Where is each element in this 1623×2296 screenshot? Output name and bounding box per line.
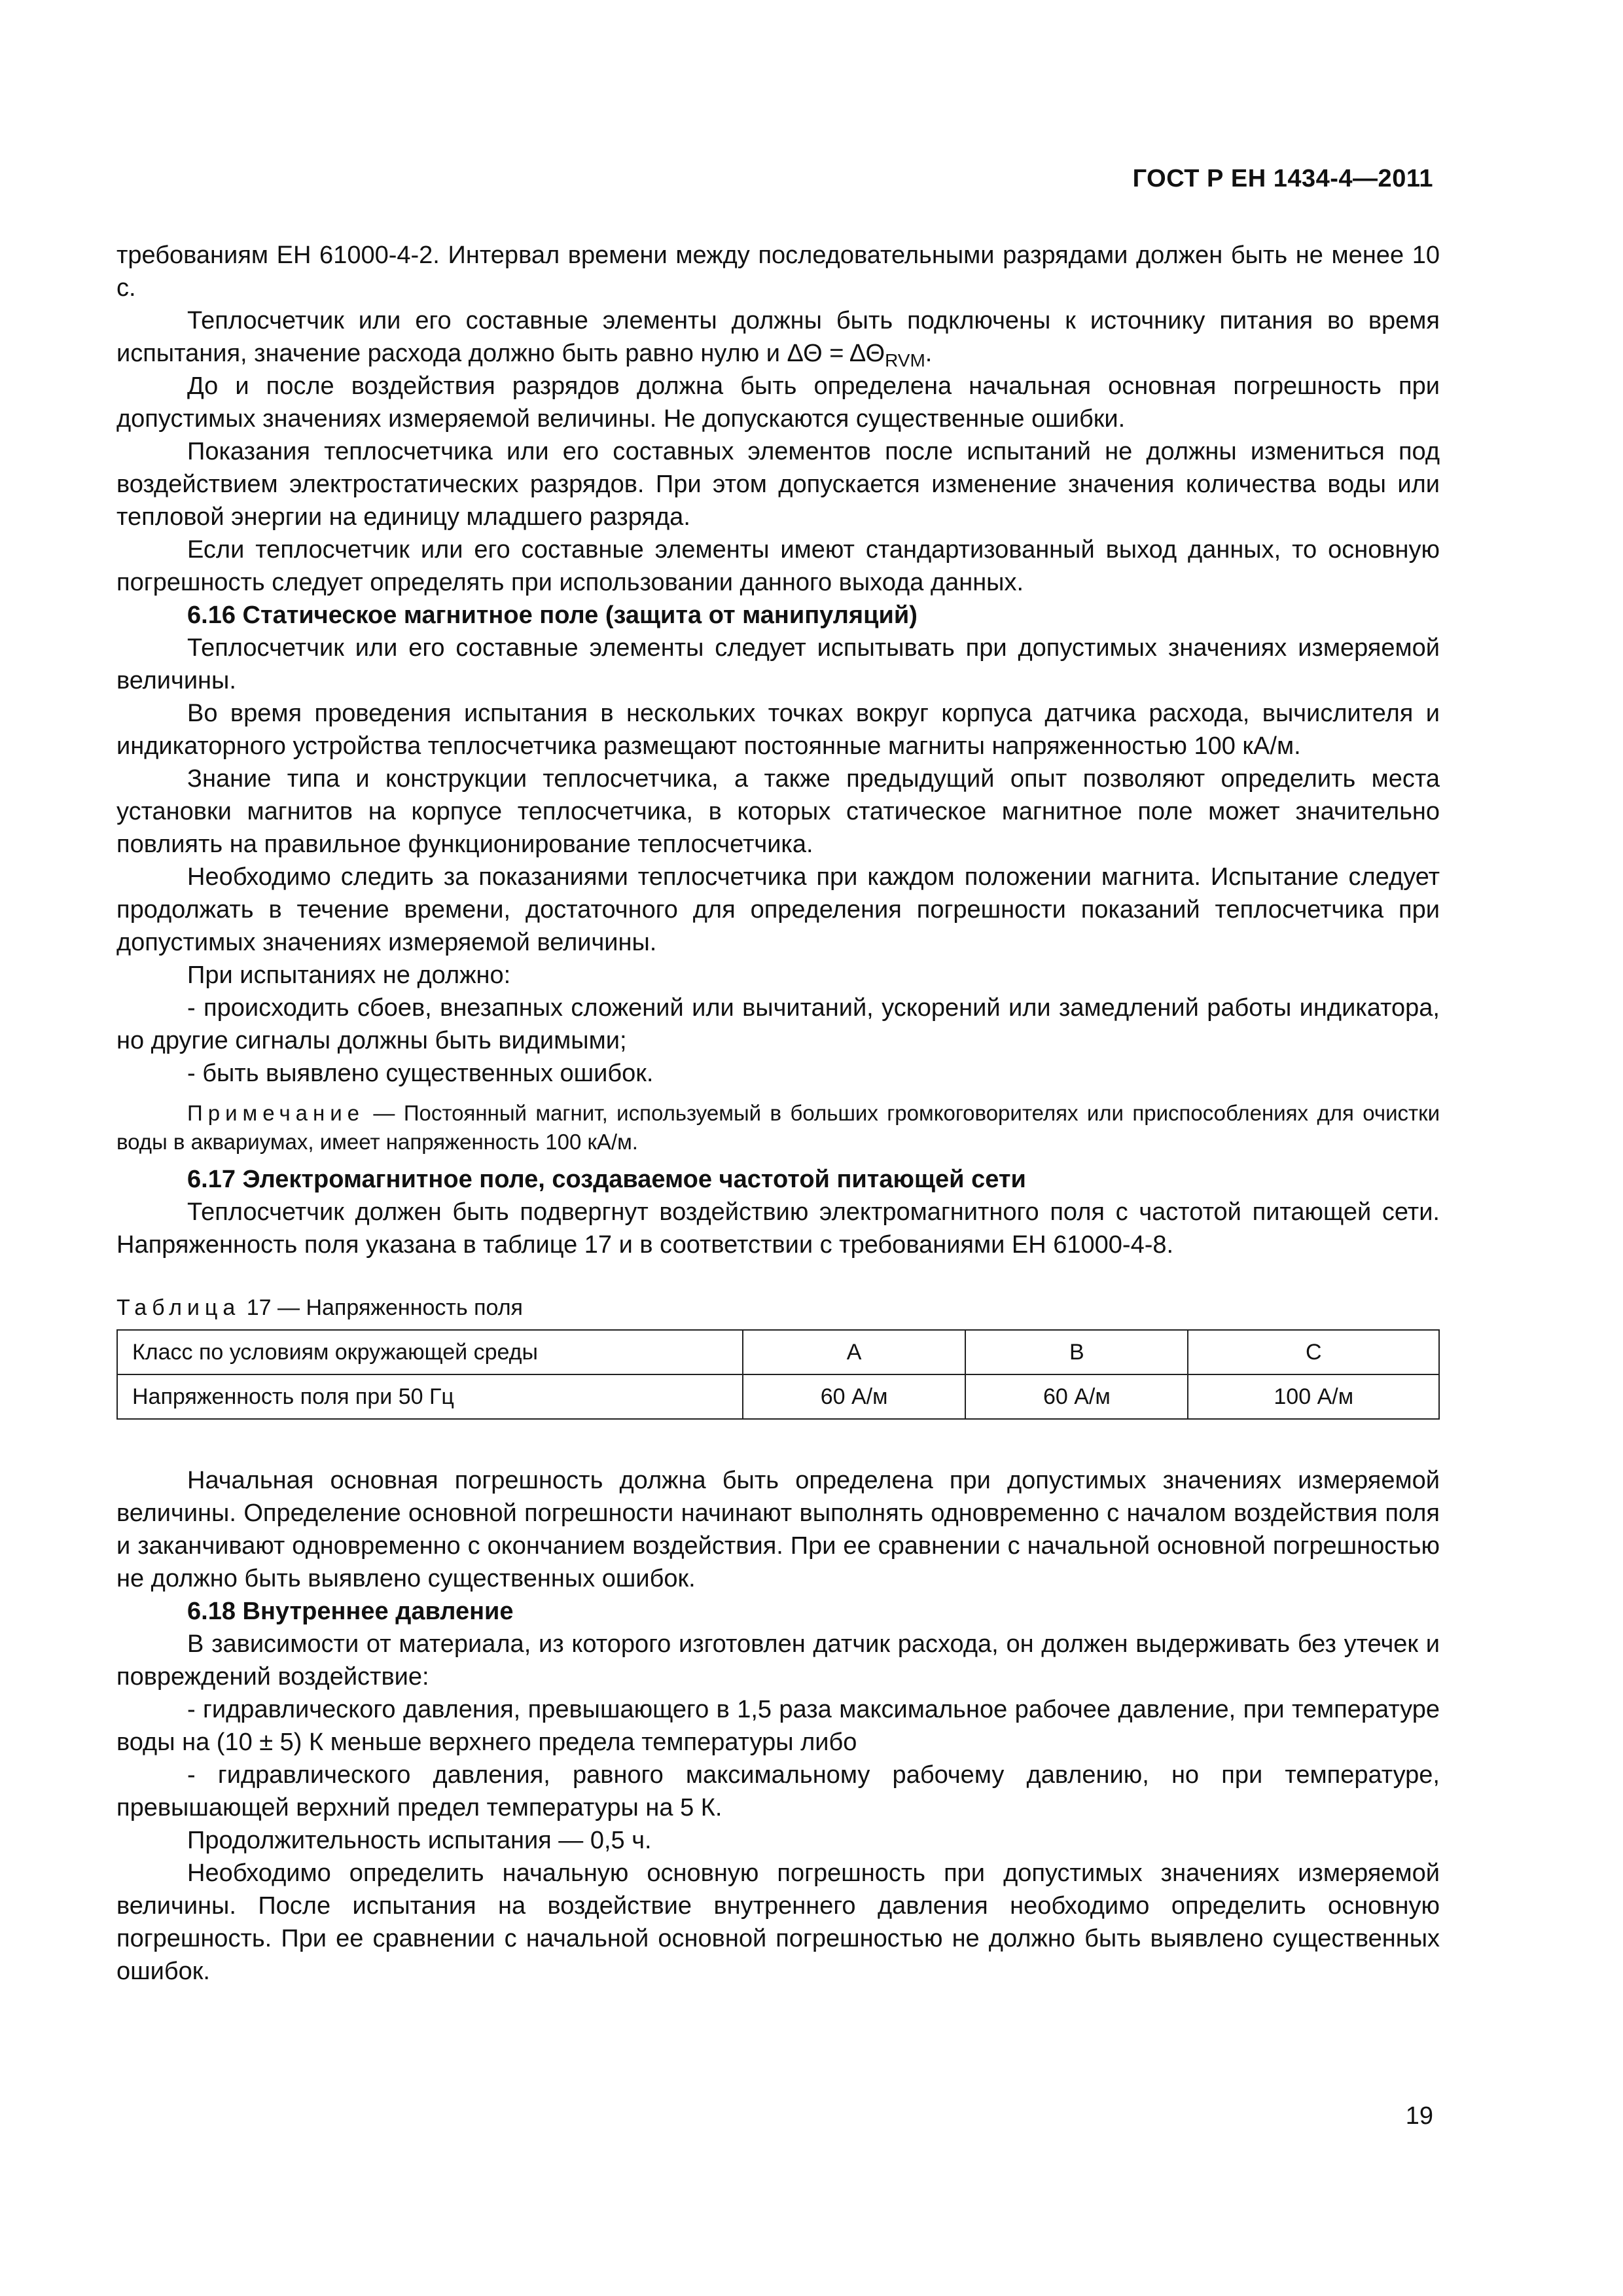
paragraph: Знание типа и конструкции теплосчетчика, а также предыдущий опыт позволяют определить места установки магнитов на корпусе теплосчетчика, в которых статическое магнитное поле может значительно повлиять на правильное функционирование теплосчетчика. [116,765,1440,858]
paragraph: Показания теплосчетчика или его составных элементов после испытаний не должны измениться под воздействием электростатических разрядов. При этом допускается изменение значения количества воды или тепловой энергии на единицу младшего разряда. [116,438,1440,531]
table-cell: C [1188,1330,1439,1374]
table-cell: B [965,1330,1188,1374]
paragraph: требованиям ЕН 61000-4-2. Интервал времени между последовательными разрядами должен быть не менее 10 с. [116,242,1440,302]
field-strength-table [116,1329,1440,1420]
paragraph: Теплосчетчик должен быть подвергнут воздействию электромагнитного поля с частотой питающей сети. Напряженность поля указана в таблице 17 и в соответствии с требованиями ЕН 61000-4-8. [116,1198,1440,1259]
list-item: - быть выявлено существенных ошибок. [187,1060,654,1087]
subscript: RVM [885,350,925,370]
table-cell: 60 А/м [965,1374,1188,1419]
note [116,1099,1440,1157]
paragraph: Необходимо определить начальную основную погрешность при допустимых значениях измеряемой величины. После испытания на воздействие внутреннего давления необходимо определить основную погрешность. При ее сравнении с начальной основной погрешностью не должно быть выявлено существенных ошибок. [116,1859,1440,1985]
table-cell: A [743,1330,965,1374]
paragraph: При испытаниях не должно: [187,961,511,989]
table-cell: Напряженность поля при 50 Гц [117,1374,743,1419]
table-caption-text: 17 — Напряженность поля [240,1295,523,1320]
table-caption [116,1293,1440,1323]
table-cell: 100 А/м [1188,1374,1439,1419]
page-number: 19 [1405,2102,1433,2130]
paragraph: В зависимости от материала, из которого изготовлен датчик расхода, он должен выдерживать без утечек и повреждений воздействие: [116,1630,1440,1691]
section-heading-6-16: 6.16 Статическое магнитное поле (защита от манипуляций) [187,601,918,629]
section-heading-6-17: 6.17 Электромагнитное поле, создаваемое частотой питающей сети [187,1166,1026,1193]
paragraph: Во время проведения испытания в нескольких точках вокруг корпуса датчика расхода, вычислителя и индикаторного устройства теплосчетчика размещают постоянные магниты напряженностью 100 кА/м. [116,700,1440,760]
table-caption-label: Таблица [116,1295,241,1320]
paragraph: До и после воздействия разрядов должна быть определена начальная основная погрешность при допустимых значениях измеряемой величины. Не допускаются существенные ошибки. [116,372,1440,433]
list-item: - гидравлического давления, превышающего в 1,5 раза максимальное рабочее давление, при температуре воды на (10 ± 5) К меньше верхнего предела температуры либо [116,1696,1440,1756]
list-item: - происходить сбоев, внезапных сложений или вычитаний, ускорений или замедлений работы индикатора, но другие сигналы должны быть видимыми; [116,994,1440,1054]
paragraph: Продолжительность испытания — 0,5 ч. [187,1827,652,1854]
paragraph: Необходимо следить за показаниями теплосчетчика при каждом положении магнита. Испытание следует продолжать в течение времени, достаточного для определения погрешности показаний теплосчетчика при допустимых значениях измеряемой величины. [116,863,1440,956]
list-item: - гидравлического давления, равного максимальному рабочему давлению, но при температуре, превышающей верхний предел температуры на 5 К. [116,1761,1440,1821]
section-heading-6-18: 6.18 Внутреннее давление [187,1598,514,1625]
note-text: — Постоянный магнит, используемый в больших громкоговорителях или приспособлениях для очистки воды в аквариумах, имеет напряженность 100 кА/м. [116,1101,1440,1154]
table-cell: 60 А/м [743,1374,965,1419]
table-row [117,1374,1439,1419]
paragraph: Если теплосчетчик или его составные элементы имеют стандартизованный выход данных, то основную погрешность следует определять при использовании данного выхода данных. [116,536,1440,596]
table-row [117,1330,1439,1374]
paragraph: Теплосчетчик или его составные элементы следует испытывать при допустимых значениях измеряемой величины. [116,634,1440,694]
note-label: Примечание [187,1101,365,1125]
paragraph [116,304,1440,370]
document-standard-code: ГОСТ Р ЕН 1434-4—2011 [1132,165,1433,192]
table-cell: Класс по условиям окружающей среды [117,1330,743,1374]
paragraph-text: Теплосчетчик или его составные элементы должны быть подключены к источнику питания во время испытания, значение расхода должно быть равно нулю и ΔΘ = ΔΘ [116,307,1440,367]
paragraph-end: . [925,340,933,367]
paragraph: Начальная основная погрешность должна быть определена при допустимых значениях измеряемой величины. Определение основной погрешности начинают выполнять одновременно с началом воздействия поля и заканчивают одновременно с окончанием воздействия. При ее сравнении с начальной основной погрешностью не должно быть выявлено существенных ошибок. [116,1467,1440,1592]
document-body [116,239,1440,1988]
